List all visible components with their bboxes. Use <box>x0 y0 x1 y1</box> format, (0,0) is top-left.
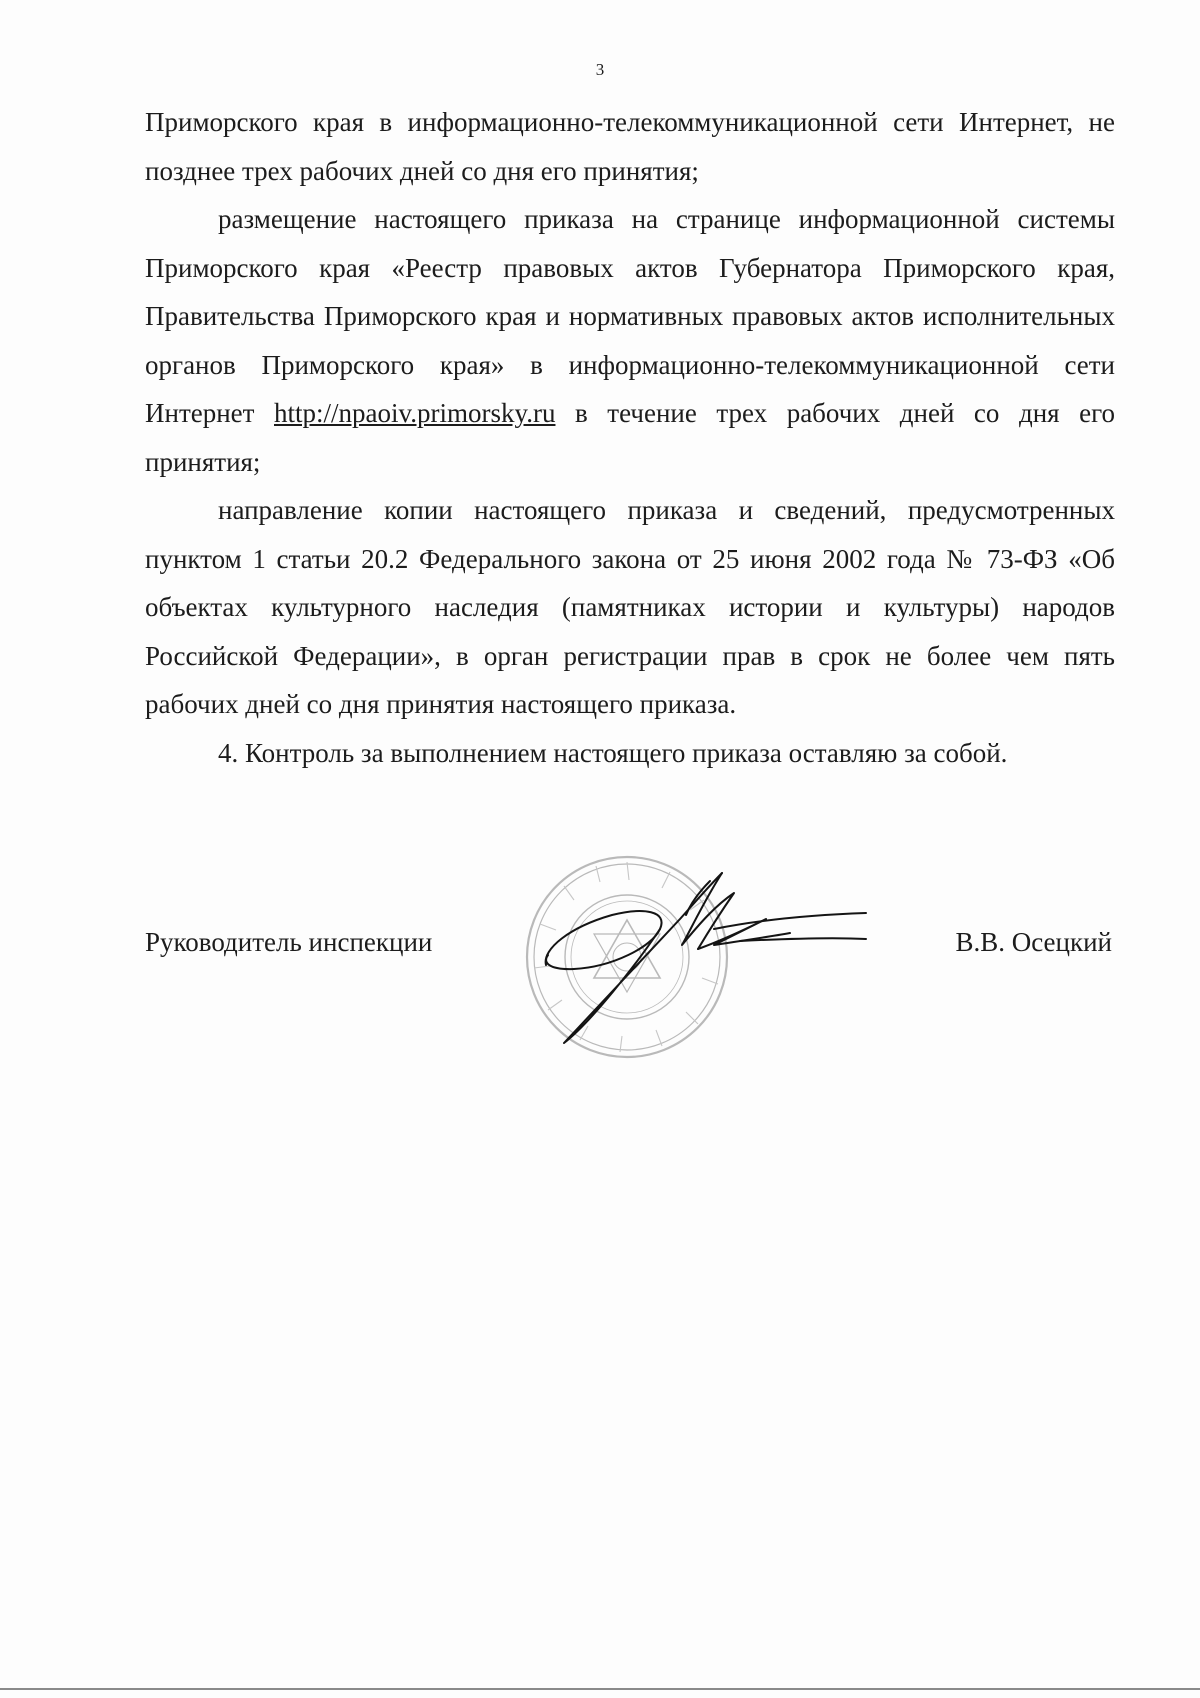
page-number: 3 <box>595 60 605 79</box>
paragraph-copy-direction: направление копии настоящего приказа и сведений, предусмотренных пунктом 1 статьи 20.2 Федерального закона от 25 июня 2002 года № 73-ФЗ «Об объектах культурного наследия (памятниках истории и культуры) народов Российской Федерации», в орган регистрации прав в срок не более чем пять рабочих дней со дня принятия настоящего приказа. <box>145 495 1115 719</box>
paragraph-continuation: Приморского края в информационно-телекоммуникационной сети Интернет, не позднее трех рабочих дней со дня его принятия; <box>145 107 1115 186</box>
paragraph-registry-publication <box>145 195 1115 486</box>
signatory-position: Руководитель инспекции <box>145 927 433 957</box>
paragraph-text: размещение настоящего приказа на странице информационной системы Приморского края «Реестр правовых актов Губернатора Приморского края, Правительства Приморского края и нормативных правовых актов исполнительных органов Приморского края» в информационно-телекоммуникационной сети Интернет <box>145 204 1115 428</box>
registry-link[interactable]: http://npaoiv.primorsky.ru <box>274 398 556 428</box>
handwritten-signature <box>540 845 880 1045</box>
scan-edge-line <box>0 1688 1200 1690</box>
paragraph-control-clause: 4. Контроль за выполнением настоящего приказа оставляю за собой. <box>218 737 1008 768</box>
document-body <box>145 98 1115 777</box>
paragraph-text: в течение трех рабочих дней со дня его принятия; <box>145 398 1115 477</box>
signatory-name: В.В. Осецкий <box>955 927 1112 957</box>
